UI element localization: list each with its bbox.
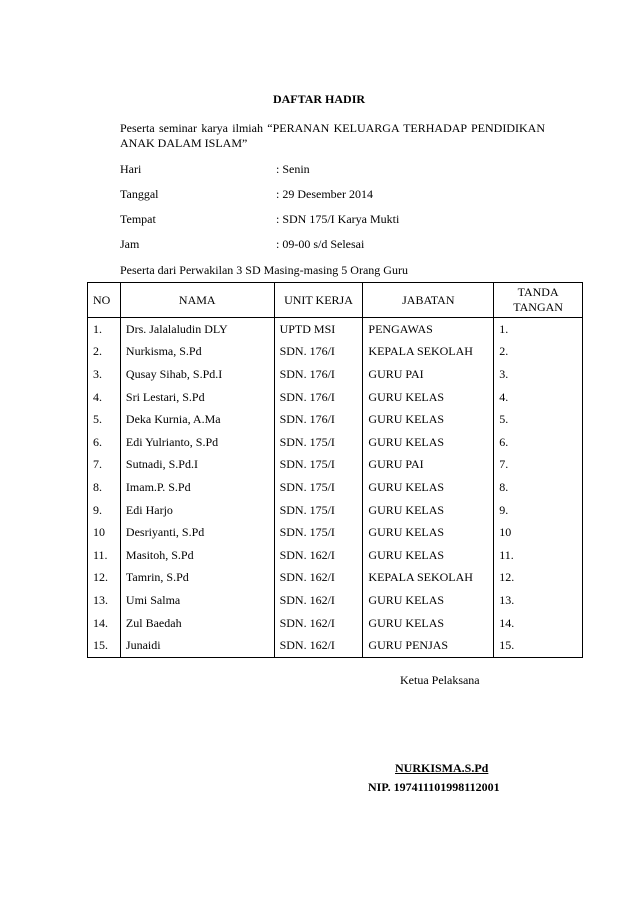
row-unit-kerja: SDN. 175/I (274, 521, 363, 544)
table-row (88, 589, 583, 612)
table-row (88, 363, 583, 386)
table-row (88, 544, 583, 567)
info-value-tempat: : SDN 175/I Karya Mukti (276, 212, 400, 226)
info-label-tempat: Tempat (120, 212, 156, 226)
table-row (88, 499, 583, 522)
attendance-table (87, 282, 583, 658)
row-nama: Sri Lestari, S.Pd (120, 386, 274, 409)
table-row (88, 386, 583, 409)
row-nama: Junaidi (120, 634, 274, 657)
row-no: 7. (88, 454, 121, 477)
row-unit-kerja: SDN. 176/I (274, 363, 363, 386)
row-jabatan: GURU PAI (363, 363, 494, 386)
row-unit-kerja: SDN. 162/I (274, 612, 363, 635)
signature-nip: NIP. 197411101998112001 (368, 780, 500, 794)
row-tanda-tangan: 11. (494, 544, 583, 567)
row-tanda-tangan: 5. (494, 408, 583, 431)
row-nama: Masitoh, S.Pd (120, 544, 274, 567)
table-row (88, 634, 583, 657)
row-no: 4. (88, 386, 121, 409)
row-jabatan: GURU PAI (363, 454, 494, 477)
header-nama: NAMA (120, 283, 274, 318)
row-no: 6. (88, 431, 121, 454)
header-tangan: TANGAN (513, 300, 563, 314)
row-tanda-tangan: 14. (494, 612, 583, 635)
row-tanda-tangan: 9. (494, 499, 583, 522)
info-value-hari: : Senin (276, 162, 310, 176)
row-nama: Desriyanti, S.Pd (120, 521, 274, 544)
table-header-row (88, 283, 583, 318)
row-tanda-tangan: 6. (494, 431, 583, 454)
table-row (88, 476, 583, 499)
row-jabatan: GURU KELAS (363, 408, 494, 431)
table-row (88, 408, 583, 431)
row-unit-kerja: SDN. 175/I (274, 476, 363, 499)
row-unit-kerja: SDN. 175/I (274, 499, 363, 522)
row-no: 3. (88, 363, 121, 386)
header-jabatan: JABATAN (363, 283, 494, 318)
row-nama: Tamrin, S.Pd (120, 567, 274, 590)
row-unit-kerja: SDN. 175/I (274, 431, 363, 454)
row-tanda-tangan: 1. (494, 318, 583, 341)
row-nama: Imam.P. S.Pd (120, 476, 274, 499)
signature-name: NURKISMA.S.Pd (395, 761, 489, 775)
row-tanda-tangan: 7. (494, 454, 583, 477)
row-unit-kerja: SDN. 162/I (274, 567, 363, 590)
row-unit-kerja: SDN. 176/I (274, 408, 363, 431)
row-unit-kerja: SDN. 175/I (274, 454, 363, 477)
intro-text: Peserta seminar karya ilmiah “PERANAN KELUARGA TERHADAP PENDIDIKAN ANAK DALAM ISLAM” (120, 121, 545, 150)
row-no: 9. (88, 499, 121, 522)
row-unit-kerja: SDN. 162/I (274, 544, 363, 567)
info-label-jam: Jam (120, 237, 140, 251)
header-tanda-tangan (494, 283, 583, 318)
row-unit-kerja: UPTD MSI (274, 318, 363, 341)
row-jabatan: GURU KELAS (363, 612, 494, 635)
row-nama: Drs. Jalalaludin DLY (120, 318, 274, 341)
row-no: 10 (88, 521, 121, 544)
row-jabatan: KEPALA SEKOLAH (363, 341, 494, 364)
row-tanda-tangan: 13. (494, 589, 583, 612)
row-jabatan: KEPALA SEKOLAH (363, 567, 494, 590)
info-value-tanggal: : 29 Desember 2014 (276, 187, 373, 201)
row-jabatan: GURU KELAS (363, 476, 494, 499)
table-row (88, 612, 583, 635)
table-row (88, 454, 583, 477)
row-jabatan: GURU KELAS (363, 589, 494, 612)
row-nama: Edi Harjo (120, 499, 274, 522)
row-no: 8. (88, 476, 121, 499)
row-no: 11. (88, 544, 121, 567)
row-tanda-tangan: 15. (494, 634, 583, 657)
document-title: DAFTAR HADIR (272, 92, 366, 106)
peserta-note: Peserta dari Perwakilan 3 SD Masing-masing 5 Orang Guru (120, 263, 408, 277)
row-nama: Umi Salma (120, 589, 274, 612)
row-unit-kerja: SDN. 176/I (274, 386, 363, 409)
table-row (88, 521, 583, 544)
row-no: 2. (88, 341, 121, 364)
row-unit-kerja: SDN. 162/I (274, 589, 363, 612)
row-tanda-tangan: 4. (494, 386, 583, 409)
table-body (88, 318, 583, 658)
row-no: 12. (88, 567, 121, 590)
row-jabatan: GURU KELAS (363, 544, 494, 567)
row-nama: Deka Kurnia, A.Ma (120, 408, 274, 431)
row-no: 14. (88, 612, 121, 635)
info-label-tanggal: Tanggal (120, 187, 159, 201)
row-jabatan: GURU KELAS (363, 521, 494, 544)
row-jabatan: GURU KELAS (363, 499, 494, 522)
row-tanda-tangan: 10 (494, 521, 583, 544)
info-value-jam: : 09-00 s/d Selesai (276, 237, 365, 251)
row-nama: Sutnadi, S.Pd.I (120, 454, 274, 477)
header-no: NO (88, 283, 121, 318)
row-jabatan: GURU PENJAS (363, 634, 494, 657)
row-nama: Nurkisma, S.Pd (120, 341, 274, 364)
row-no: 15. (88, 634, 121, 657)
row-no: 1. (88, 318, 121, 341)
row-nama: Zul Baedah (120, 612, 274, 635)
signature-role: Ketua Pelaksana (400, 673, 480, 687)
header-unit-kerja: UNIT KERJA (274, 283, 363, 318)
info-label-hari: Hari (120, 162, 142, 176)
row-jabatan: PENGAWAS (363, 318, 494, 341)
row-nama: Edi Yulrianto, S.Pd (120, 431, 274, 454)
row-no: 13. (88, 589, 121, 612)
row-no: 5. (88, 408, 121, 431)
header-tanda: TANDA (517, 285, 559, 299)
row-tanda-tangan: 2. (494, 341, 583, 364)
row-jabatan: GURU KELAS (363, 431, 494, 454)
row-jabatan: GURU KELAS (363, 386, 494, 409)
row-tanda-tangan: 8. (494, 476, 583, 499)
row-tanda-tangan: 3. (494, 363, 583, 386)
table-row (88, 318, 583, 341)
row-nama: Qusay Sihab, S.Pd.I (120, 363, 274, 386)
table-row (88, 341, 583, 364)
row-unit-kerja: SDN. 162/I (274, 634, 363, 657)
table-row (88, 431, 583, 454)
row-tanda-tangan: 12. (494, 567, 583, 590)
table-row (88, 567, 583, 590)
row-unit-kerja: SDN. 176/I (274, 341, 363, 364)
